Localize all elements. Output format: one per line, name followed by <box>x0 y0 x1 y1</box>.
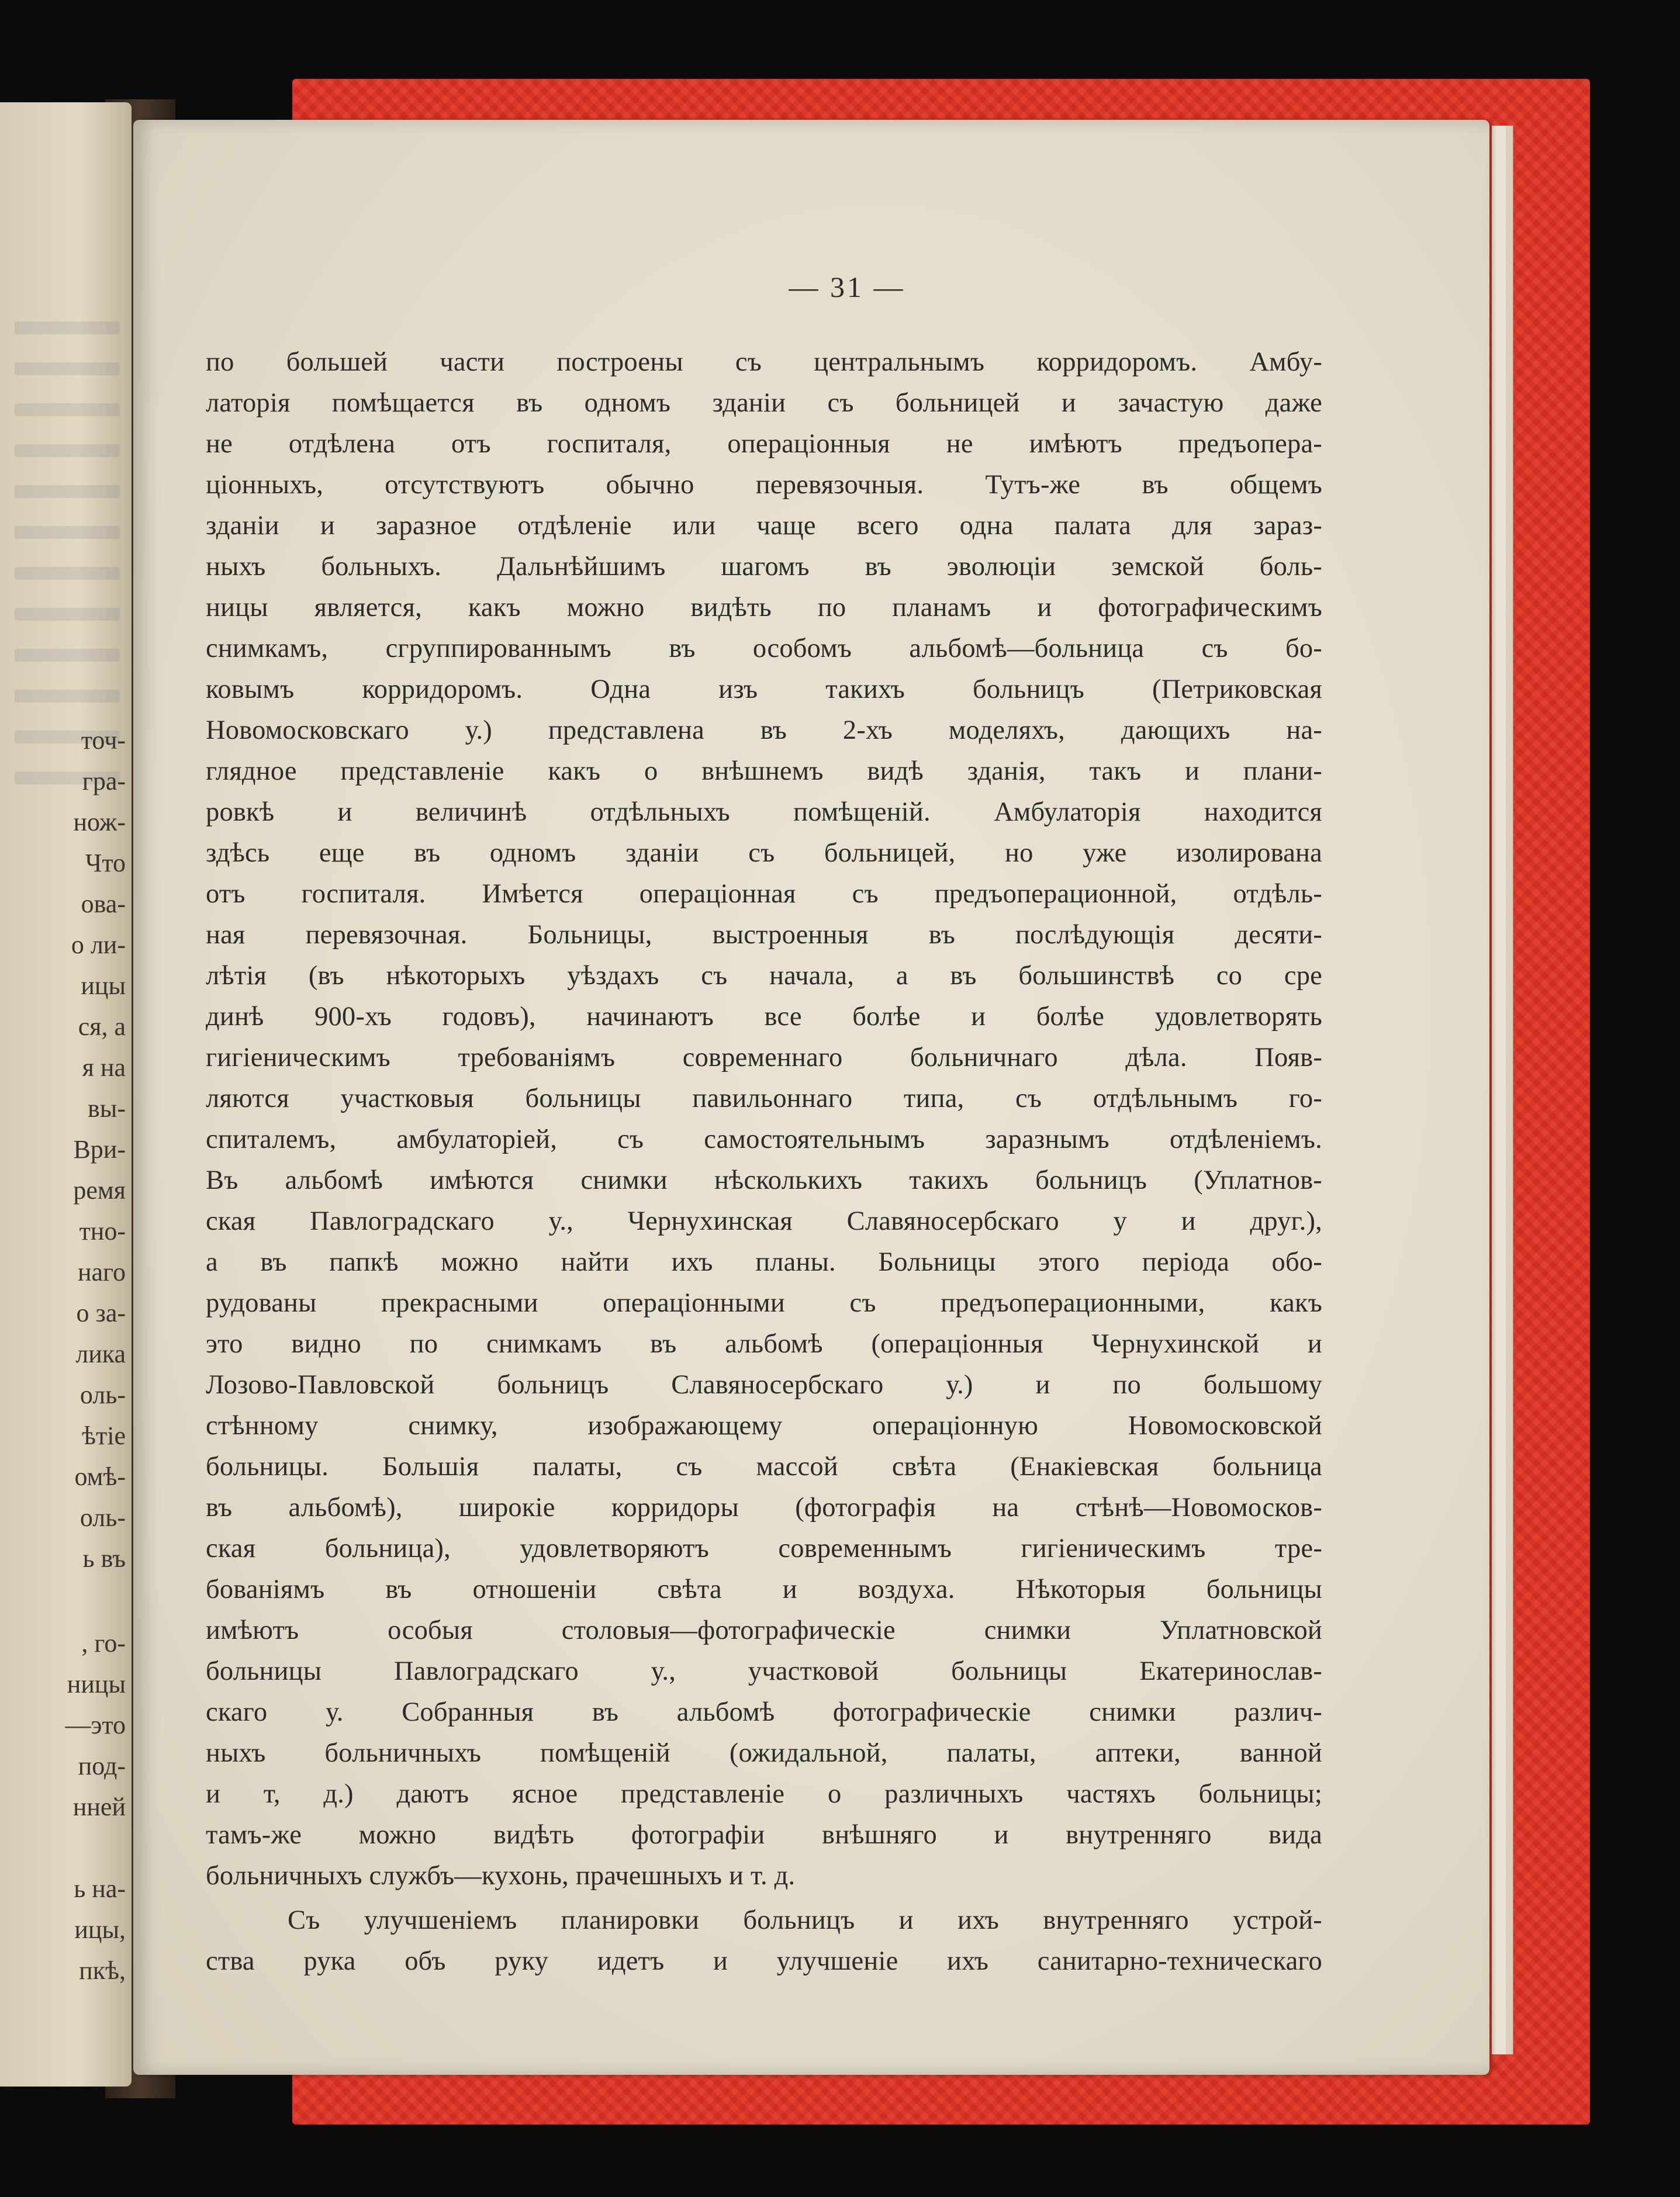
left-page-fragment: вы- <box>88 1094 126 1123</box>
text-line: скаго у. Собранныя въ альбомѣ фотографическіе снимки различ- <box>206 1697 1322 1727</box>
paragraph-first-line: Съ улучшеніемъ планировки больницъ и ихъ внутренняго устрой- <box>288 1905 1322 1935</box>
faded-text <box>15 526 120 539</box>
text-line: спиталемъ, амбулаторіей, съ самостоятельнымъ заразнымъ отдѣленіемъ. <box>206 1125 1322 1154</box>
text-line: въ альбомѣ), широкіе корридоры (фотографія на стѣнѣ—Новомосков- <box>206 1493 1322 1523</box>
left-page-fragment: —это <box>65 1711 126 1739</box>
left-page-fragment: пкѣ, <box>79 1956 126 1985</box>
left-page-fragment: Что <box>85 849 126 877</box>
faded-text <box>15 485 120 498</box>
left-page-fragment: оль- <box>79 1503 126 1532</box>
left-page-fragment: лика <box>75 1340 126 1368</box>
left-page-fragment: ь въ <box>82 1544 126 1573</box>
left-page-fragment: ѣтіе <box>82 1421 126 1450</box>
left-page-fragment: ницы <box>67 1670 126 1698</box>
text-line: рудованы прекрасными операціонными съ предъоперационными, какъ <box>206 1288 1322 1318</box>
text-line: глядное представленіе какъ о внѣшнемъ видѣ зданія, такъ и плани- <box>206 756 1322 786</box>
faded-text <box>15 649 120 662</box>
text-line: ная перевязочная. Больницы, выстроенныя въ послѣдующія десяти- <box>206 920 1322 950</box>
left-page-fragment: Ври- <box>73 1135 126 1164</box>
left-page-fragment: ова- <box>81 890 126 918</box>
text-line: ровкѣ и величинѣ отдѣльныхъ помѣщеній. Амбулаторія находится <box>206 797 1322 827</box>
faded-text <box>15 321 120 334</box>
text-line: ницы является, какъ можно видѣть по планамъ и фотографическимъ <box>206 593 1322 622</box>
page-edge <box>1506 126 1513 2054</box>
left-page-fragment: омѣ- <box>74 1462 126 1491</box>
text-line: отъ госпиталя. Имѣется операціонная съ предъоперационной, отдѣль- <box>206 879 1322 909</box>
left-page-fragment: ицы <box>81 971 126 1000</box>
text-line: больницы. Большія палаты, съ массой свѣта (Енакіевская больница <box>206 1452 1322 1482</box>
left-page-fragment: я на <box>82 1053 126 1082</box>
text-line: динѣ 900-хъ годовъ), начинаютъ все болѣе и болѣе удовлетворять <box>206 1002 1322 1032</box>
left-page-fragment: оль- <box>79 1381 126 1409</box>
faded-text <box>15 403 120 416</box>
left-page-fragment: ь на- <box>74 1874 126 1903</box>
text-line: стѣнному снимку, изображающему операціонную Новомосковской <box>206 1411 1322 1441</box>
text-line: Новомосковскаго у.) представлена въ 2-хъ моделяхъ, дающихъ на- <box>206 715 1322 745</box>
left-page-fragment: , го- <box>81 1629 126 1658</box>
left-page-fragment: гра- <box>82 767 126 795</box>
text-line: ская Павлоградскаго у., Чернухинская Славяносербскаго у и друг.), <box>206 1206 1322 1236</box>
left-page-fragment: ремя <box>73 1176 126 1205</box>
text-line: лѣтія (въ нѣкоторыхъ уѣздахъ съ начала, а въ большинствѣ со сре <box>206 961 1322 991</box>
text-line: латорія помѣщается въ одномъ зданіи съ больницей и зачастую даже <box>206 388 1322 418</box>
faded-text <box>15 444 120 457</box>
left-page-fragment: нней <box>72 1793 126 1821</box>
text-line: больничныхъ службъ—кухонь, прачешныхъ и т. д. <box>206 1861 796 1891</box>
faded-text <box>15 567 120 580</box>
text-line: больницы Павлоградскаго у., участковой больницы Екатеринослав- <box>206 1656 1322 1686</box>
left-page-fragment: нож- <box>73 808 126 836</box>
left-page-fragment: точ- <box>81 726 126 755</box>
text-line: бованіямъ въ отношеніи свѣта и воздуха. Нѣкоторыя больницы <box>206 1575 1322 1604</box>
text-line: это видно по снимкамъ въ альбомѣ (операціонныя Чернухинской и <box>206 1329 1322 1359</box>
left-page-fragment: под- <box>78 1752 126 1780</box>
left-facing-page <box>0 102 132 2087</box>
left-page-fragment: ся, а <box>78 1012 126 1041</box>
text-line: ныхъ больныхъ. Дальнѣйшимъ шагомъ въ эволюціи земской боль- <box>206 552 1322 582</box>
faded-text <box>15 690 120 703</box>
text-line: по большей части построены съ центральнымъ корридоромъ. Амбу- <box>206 347 1322 377</box>
text-line: Лозово-Павловской больницъ Славяносербскаго у.) и по большому <box>206 1370 1322 1400</box>
left-page-fragment: ицы, <box>74 1915 126 1944</box>
text-line: не отдѣлена отъ госпиталя, операціонныя не имѣютъ предъопера- <box>206 429 1322 459</box>
page-number: — 31 — <box>789 271 905 303</box>
text-line: здѣсь еще въ одномъ зданіи съ больницей, но уже изолирована <box>206 838 1322 868</box>
text-line: ныхъ больничныхъ помѣщеній (ожидальной, палаты, аптеки, ванной <box>206 1738 1322 1768</box>
text-line: Въ альбомѣ имѣются снимки нѣсколькихъ такихъ больницъ (Уплатнов- <box>206 1165 1322 1195</box>
text-line: и т, д.) даютъ ясное представленіе о различныхъ частяхъ больницы; <box>206 1779 1322 1809</box>
text-line: зданіи и заразное отдѣленіе или чаще всего одна палата для зараз- <box>206 511 1322 541</box>
text-line: а въ папкѣ можно найти ихъ планы. Больницы этого періода обо- <box>206 1247 1322 1277</box>
text-line: ская больница), удовлетворяютъ современнымъ гигіеническимъ тре- <box>206 1534 1322 1563</box>
faded-text <box>15 608 120 621</box>
text-line: ства рука объ руку идетъ и улучшеніе ихъ санитарно-техническаго <box>206 1946 1322 1976</box>
text-line: тамъ-же можно видѣть фотографіи внѣшняго и внутренняго вида <box>206 1820 1322 1850</box>
text-line: снимкамъ, сгруппированнымъ въ особомъ альбомѣ—больница съ бо- <box>206 634 1322 663</box>
text-line: ціонныхъ, отсутствуютъ обычно перевязочныя. Тутъ-же въ общемъ <box>206 470 1322 500</box>
text-line: имѣютъ особыя столовыя—фотографическіе снимки Уплатновской <box>206 1615 1322 1645</box>
text-line: гигіеническимъ требованіямъ современнаго больничнаго дѣла. Появ- <box>206 1043 1322 1072</box>
left-page-fragment: о за- <box>76 1299 126 1327</box>
text-line: ковымъ корридоромъ. Одна изъ такихъ больницъ (Петриковская <box>206 674 1322 704</box>
text-line: ляются участковыя больницы павильоннаго типа, съ отдѣльнымъ го- <box>206 1084 1322 1113</box>
left-page-fragment: наго <box>77 1258 126 1286</box>
left-page-fragment: о ли- <box>71 930 126 959</box>
left-page-fragment: тно- <box>79 1217 126 1245</box>
faded-text <box>15 362 120 375</box>
